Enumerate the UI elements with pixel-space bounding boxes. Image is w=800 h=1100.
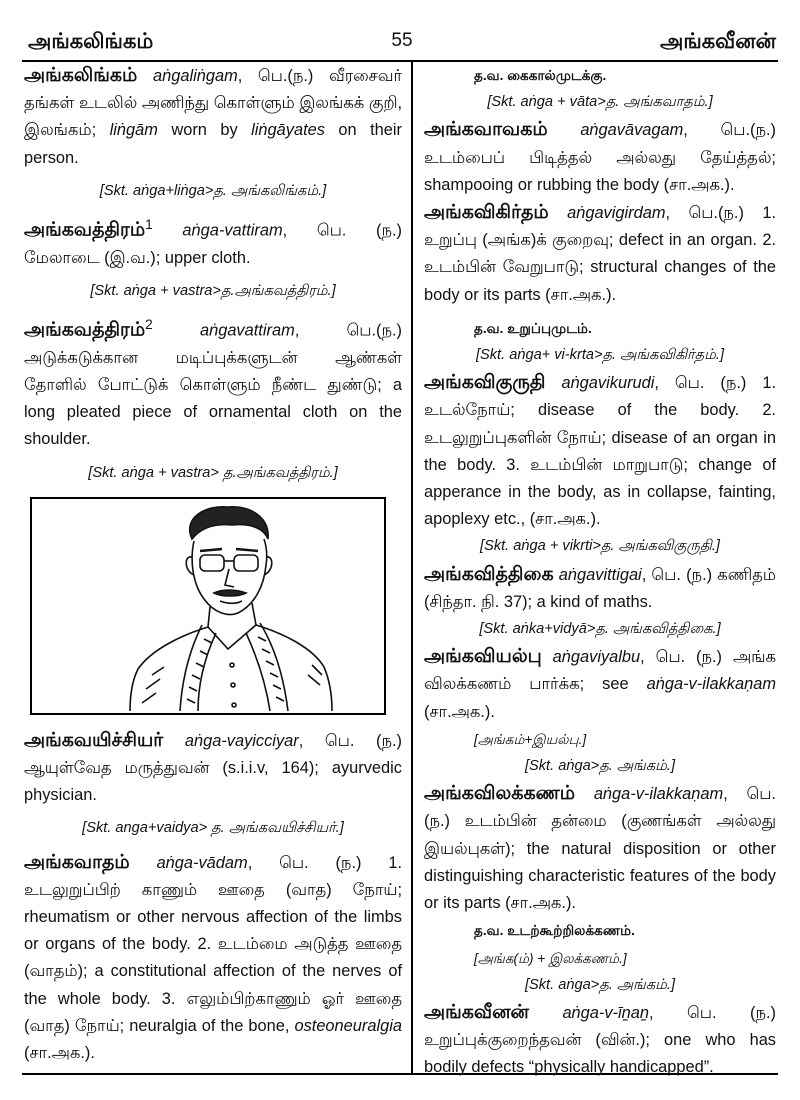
- part-of-speech: , பெ.(ந.): [683, 121, 776, 140]
- headword: அங்கவீனன்: [424, 1001, 529, 1023]
- headword: அங்கவாதம்: [24, 851, 130, 873]
- headword: அங்கவிகுருதி: [424, 372, 546, 394]
- definition-text: 1. உடலுறுப்பிற் காணும் ஊதை (வாத) நோய்; rheumatism or other nervous affection of the limbs or organs of the body. 2. உடம்மை அடுத்த ஊதை (வாதம்); a constitutional affection of the nerves of the whole body. 3. எலும்பிற்காணும் ஓர் ஊதை (வாத) நோய்; neuralgia of the bone,: [24, 853, 403, 1035]
- transliteration: aṅga-vattiram: [182, 221, 283, 240]
- definition-text: அடுக்கடுக்கான மடிப்புக்களுடன் ஆண்கள் தோளில் போட்டுக் கொள்ளும் நீண்ட துண்டு; a long pleated piece of ornamental cloth on the shoulder.: [24, 348, 402, 449]
- entry-angavilakkanam: [424, 780, 776, 917]
- etymology-note: [Skt. aṅga>த. அங்கம்.]: [524, 976, 676, 993]
- derivation-note: [அங்கம்+இயல்பு.]: [474, 731, 587, 747]
- part-of-speech: , பெ.(ந.): [294, 321, 402, 340]
- definition-text: worn by: [157, 121, 252, 140]
- part-of-speech: , பெ. (ந.): [424, 785, 776, 831]
- definition-text: அங்க விலக்கணம் பார்க்க; see: [424, 648, 776, 694]
- headword: அங்கவிகிர்தம்: [424, 202, 549, 224]
- entry-angaviyalbu: [424, 643, 776, 726]
- transliteration: aṅga-v-īṉaṉ: [562, 1003, 650, 1022]
- transliteration: aṅgavāvagam: [580, 121, 684, 140]
- definition-italic: aṅga-v-ilakkaṇam: [646, 675, 776, 694]
- definition-text: (சா.அக.).: [424, 702, 495, 721]
- definition-text: மேலாடை (இ.வ.); upper cloth.: [24, 248, 251, 267]
- etymology-note: [Skt. anga+vaidya> த. அங்கவயிச்சியர்.]: [82, 820, 344, 837]
- etymology-note: [Skt. aṅga+ vi-krta>த. அங்கவிகிர்தம்.]: [475, 347, 725, 364]
- definition-italic: liṅgāyates: [251, 121, 325, 140]
- definition-text: உடம்பின் தன்மை (குணங்கள் அல்லது இயல்புகள்); the natural disposition or other distinguishing characteristic features of the body or its parts (சா.அக.).: [424, 812, 776, 913]
- headword: அங்கவித்திகை: [424, 563, 554, 585]
- right-column: [424, 62, 776, 1082]
- entry-angavinan: [424, 999, 776, 1082]
- transliteration: aṅgaviyalbu: [552, 648, 641, 667]
- portrait-drawing: [32, 499, 384, 713]
- entry-angavittigai: [424, 561, 776, 616]
- header-left-guide-word: அங்கலிங்கம்: [28, 30, 154, 53]
- headword: அங்கவியல்பு: [424, 646, 542, 668]
- definition-text: கணிதம் (சிந்தா. நி. 37); a kind of maths.: [424, 565, 776, 611]
- tamil-equivalent: த.வ. உறுப்புமுடம்.: [474, 320, 592, 336]
- illustration-man-with-angavastram: [30, 497, 386, 715]
- definition-text: உடம்பைப் பிடித்தல் அல்லது தேய்த்தல்; shampooing or rubbing the body (சா.அக.).: [424, 148, 776, 194]
- transliteration: aṅga-v-ilakkaṇam: [593, 785, 724, 804]
- headword: அங்கவாவகம்: [424, 119, 548, 141]
- tamil-equivalent: த.வ. கைகால்முடக்கு.: [474, 68, 607, 83]
- part-of-speech: , பெ. (ந.): [247, 853, 362, 872]
- part-of-speech: , பெ.(ந.): [237, 67, 330, 85]
- etymology-note: [Skt. aṅga+liṅga>த. அங்கலிங்கம்.]: [99, 182, 327, 199]
- entry-angavadam: [24, 849, 402, 1068]
- part-of-speech: , பெ. (ந.): [282, 221, 402, 240]
- etymology-note: [Skt. aṅga>த. அங்கம்.]: [524, 758, 676, 775]
- entry-angavattiram-1: [24, 211, 402, 272]
- definition-italic: osteoneuralgia: [294, 1016, 402, 1035]
- etymology-note: [Skt. aṅka+vidyā>த. அங்கவித்திகை.]: [479, 621, 721, 638]
- entry-angavigirdam: [424, 199, 776, 309]
- etymology-note: [Skt. aṅga + vikrti>த. அங்கவிகுருதி.]: [480, 538, 720, 555]
- part-of-speech: , பெ. (ந.): [298, 731, 402, 750]
- definition-text: 1. உடல்நோய்; disease of the body. 2. உடலுறுப்புகளின் நோய்; disease of an organ in the body. 3. உடம்பின் மாறுபாடு; change of apperance in the body, as in collapse, fainting, apoplexy etc., (சா.அக.).: [424, 374, 776, 529]
- definition-text: 1. உறுப்பு (அங்க)க் குறைவு; defect in an organ. 2. உடம்பின் வேறுபாடு; structural changes of the body or its parts (சா.அக.).: [424, 204, 777, 304]
- column-divider: [411, 61, 413, 1073]
- transliteration: aṅgavittigai: [558, 565, 642, 584]
- part-of-speech: , பெ. (ந.): [649, 1003, 777, 1022]
- part-of-speech: , பெ. (ந.): [641, 565, 718, 584]
- transliteration: aṅga-vādam: [156, 853, 248, 872]
- homonym-number: 1: [145, 217, 153, 233]
- definition-text: ஆயுள்வேத மருத்துவன் (s.i.i.v, 164); ayurvedic physician.: [24, 758, 402, 805]
- definition-italic: liṅgām: [109, 121, 158, 140]
- definition-text: வீரசைவர் தங்கள் உடலில் அணிந்து கொள்ளும் இலங்கக் குறி, இலங்கம்;: [24, 67, 403, 140]
- definition-text: உறுப்புக்குறைந்தவன் (வின்.); one who has bodily defects “physically handicapped”.: [424, 1031, 776, 1077]
- header-right-guide-word: அங்கவீனன்: [660, 30, 776, 53]
- headword: அங்கலிங்கம்: [24, 65, 138, 86]
- definition-text: (சா.அக.).: [24, 1044, 95, 1063]
- transliteration: aṅgavattiram: [199, 321, 295, 340]
- page-number: 55: [391, 30, 413, 51]
- left-column: [24, 62, 402, 1067]
- part-of-speech: , பெ.(ந.): [665, 204, 763, 223]
- derivation-note: [அங்க(ம்) + இலக்கணம்.]: [474, 950, 627, 966]
- etymology-note: [Skt. aṅga + vastra>த.அங்கவத்திரம்.]: [90, 282, 336, 299]
- entry-angavattiram-2: [24, 311, 402, 453]
- transliteration: aṅgavigirdam: [567, 204, 666, 223]
- part-of-speech: , பெ. (ந.): [640, 648, 733, 667]
- part-of-speech: , பெ. (ந.): [654, 374, 763, 393]
- definition-text: on their person.: [24, 121, 403, 167]
- transliteration: aṅgaliṅgam: [152, 67, 238, 85]
- transliteration: aṅga-vayicciyar: [184, 731, 299, 750]
- entry-angalingam: [24, 62, 402, 172]
- entry-angavayicciyar: [24, 727, 402, 810]
- etymology-note: [Skt. aṅga + vastra> த.அங்கவத்திரம்.]: [88, 464, 338, 481]
- etymology-note: [Skt. aṅga + vāta>த. அங்கவாதம்.]: [487, 94, 713, 111]
- headword: அங்கவிலக்கணம்: [424, 783, 576, 805]
- homonym-number: 2: [145, 317, 153, 333]
- entry-angavikurudi: [424, 369, 776, 533]
- headword: அங்கவயிச்சியர்: [24, 729, 164, 751]
- transliteration: aṅgavikurudi: [561, 374, 655, 393]
- headword: அங்கவத்திரம்: [24, 319, 146, 341]
- page-header: [26, 26, 778, 60]
- tamil-equivalent: த.வ. உடற்கூற்றிலக்கணம்.: [474, 923, 635, 939]
- headword: அங்கவத்திரம்: [24, 219, 146, 241]
- entry-angavavagam: [424, 116, 776, 199]
